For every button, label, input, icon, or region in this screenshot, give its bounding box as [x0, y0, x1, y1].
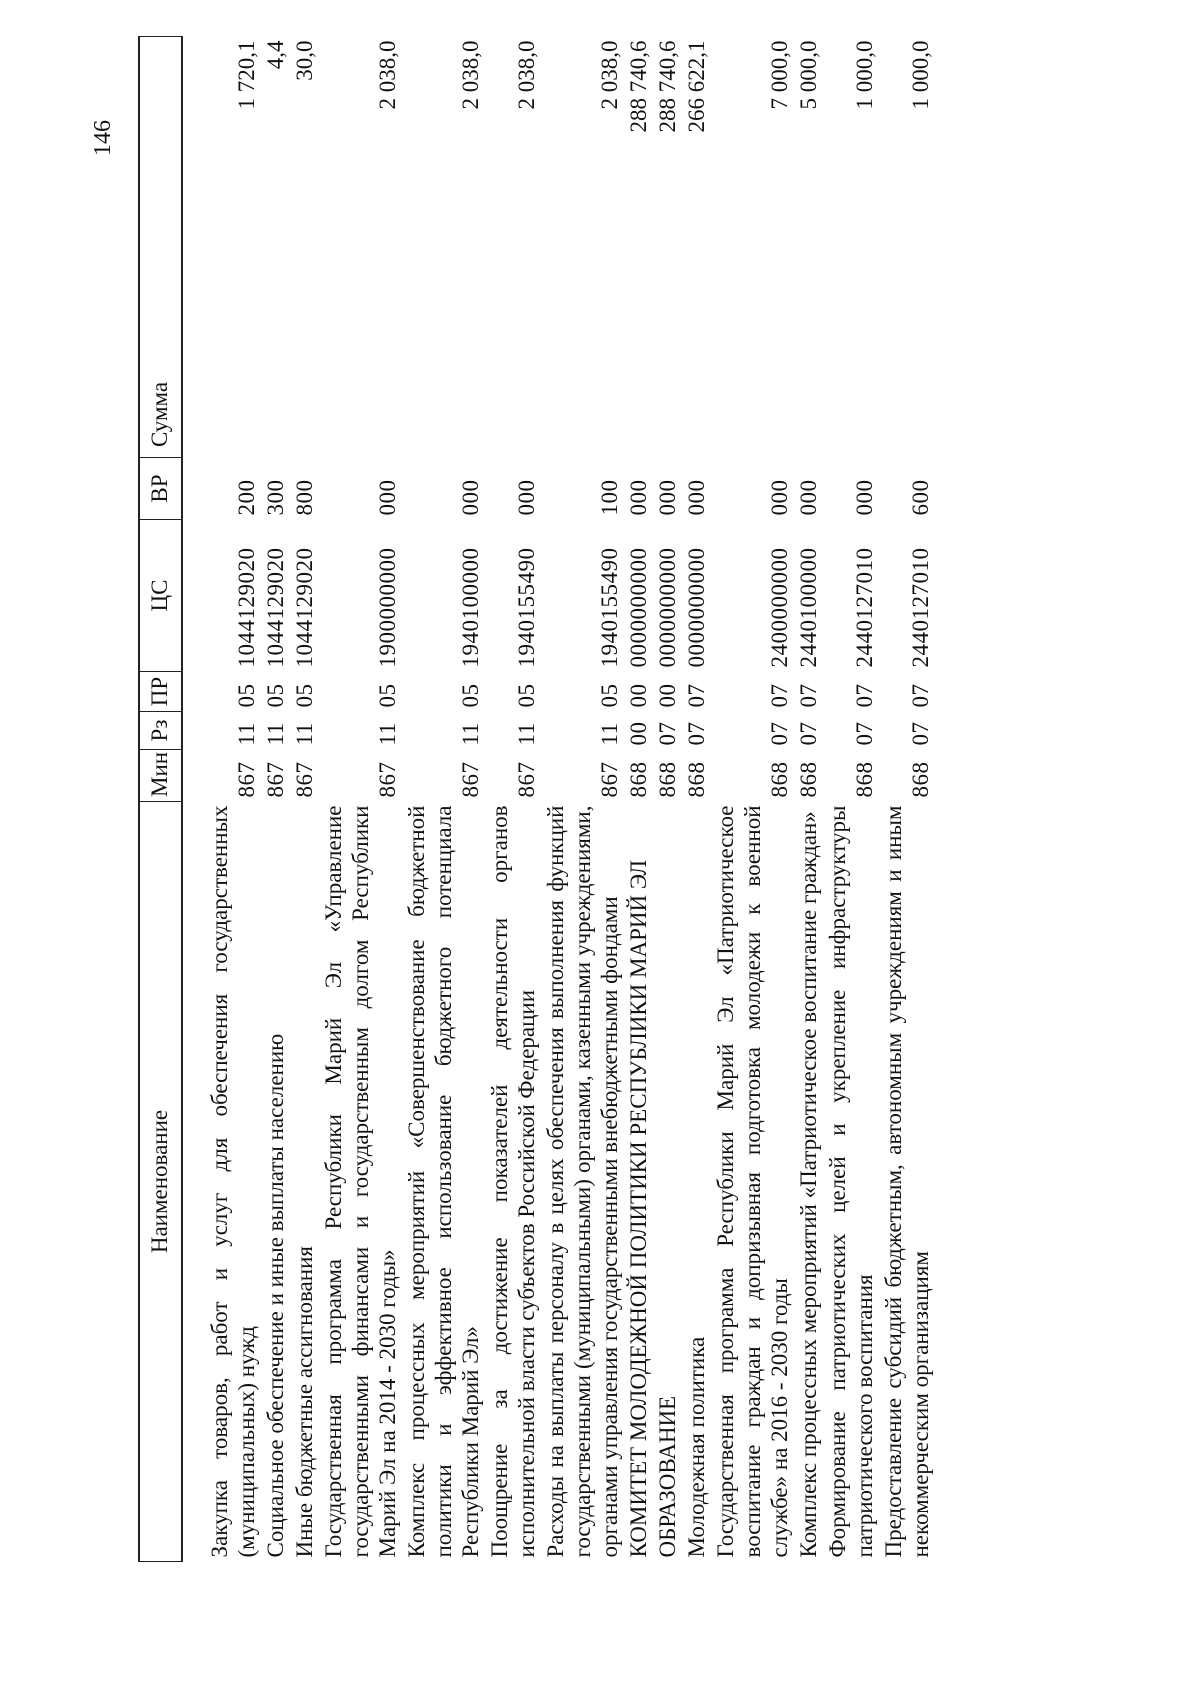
row-rz: 11 — [458, 722, 483, 746]
row-vr: 100 — [597, 479, 622, 516]
row-name: КОМИТЕТ МОЛОДЕЖНОЙ ПОЛИТИКИ РЕСПУБЛИКИ МАРИЙ ЭЛ — [626, 859, 651, 1558]
header-pr: ПР — [139, 672, 182, 712]
row-name: ОБРАЗОВАНИЕ — [655, 1395, 680, 1558]
table-row — [682, 37, 711, 1562]
row-sum: 4,4 — [263, 40, 288, 70]
row-pr: 07 — [908, 683, 933, 708]
row-pr: 05 — [597, 683, 622, 708]
table-row — [485, 37, 541, 1562]
row-pr: 00 — [655, 683, 680, 708]
row-vr: 000 — [626, 479, 651, 516]
row-min: 868 — [852, 761, 877, 798]
row-name: Комплекс процессных мероприятий «Патриотическое воспитание граждан» — [796, 811, 821, 1558]
row-rz: 07 — [796, 721, 821, 746]
row-rz: 11 — [263, 722, 288, 746]
row-min: 867 — [263, 761, 288, 798]
table-row — [205, 37, 261, 1562]
row-vr: 800 — [292, 479, 317, 516]
row-cs: 1900000000 — [375, 547, 400, 668]
row-pr: 05 — [234, 683, 259, 708]
row-sum: 1 000,0 — [852, 40, 877, 110]
header-rz: Рз — [139, 712, 182, 750]
row-cs: 1044129020 — [234, 547, 259, 668]
row-cs: 2400000000 — [767, 547, 792, 668]
table-body — [182, 37, 935, 1562]
table-row — [624, 37, 653, 1562]
table-row — [823, 37, 879, 1562]
row-cs: 0000000000 — [684, 547, 709, 668]
row-sum: 2 038,0 — [597, 40, 622, 110]
row-pr: 07 — [684, 683, 709, 708]
header-min: Мин — [139, 750, 182, 802]
row-name: Комплекс процессных мероприятий «Совершенствование бюджетной политики и эффективное использование бюджетного потенциала Республики Марий Эл» — [404, 805, 483, 1558]
row-rz: 11 — [375, 722, 400, 746]
row-cs: 1044129020 — [292, 547, 317, 668]
row-vr: 300 — [263, 479, 288, 516]
row-sum: 266 622,1 — [684, 40, 709, 133]
table-row — [711, 37, 794, 1562]
row-vr: 000 — [655, 479, 680, 516]
row-min: 868 — [655, 761, 680, 798]
row-pr: 05 — [375, 683, 400, 708]
row-pr: 00 — [626, 683, 651, 708]
row-rz: 07 — [852, 721, 877, 746]
row-sum: 2 038,0 — [375, 40, 400, 110]
budget-table — [138, 36, 935, 1562]
row-sum: 5 000,0 — [796, 40, 821, 110]
header-cs: ЦС — [139, 520, 182, 672]
row-pr: 05 — [514, 683, 539, 708]
row-vr: 000 — [375, 479, 400, 516]
row-pr: 05 — [292, 683, 317, 708]
row-name: Закупка товаров, работ и услуг для обеспечения государственных (муниципальных) нужд — [207, 805, 259, 1558]
table-row — [319, 37, 402, 1562]
row-rz: 00 — [626, 721, 651, 746]
row-cs: 2440100000 — [796, 547, 821, 668]
row-name: Государственная программа Республики Марий Эл «Патриотическое воспитание граждан и допризывная подготовка молодежи к военной службе» на 2016 - 2030 годы — [713, 805, 792, 1558]
row-cs: 1940100000 — [458, 547, 483, 668]
row-cs: 1044129020 — [263, 547, 288, 668]
row-pr: 07 — [796, 683, 821, 708]
row-pr: 07 — [767, 683, 792, 708]
row-name: Социальное обеспечение и иные выплаты населению — [263, 1033, 288, 1558]
table-row — [541, 37, 624, 1562]
row-pr: 05 — [458, 683, 483, 708]
row-sum: 288 740,6 — [655, 40, 680, 133]
row-vr: 000 — [852, 479, 877, 516]
page-number: 146 — [90, 120, 116, 156]
row-sum: 7 000,0 — [767, 40, 792, 110]
row-min: 867 — [458, 761, 483, 798]
row-vr: 000 — [514, 479, 539, 516]
row-vr: 200 — [234, 479, 259, 516]
header-sum: Сумма — [139, 37, 182, 458]
row-vr: 000 — [684, 479, 709, 516]
row-name: Иные бюджетные ассигнования — [292, 1246, 317, 1558]
header-vr: ВР — [139, 458, 182, 520]
row-min: 868 — [767, 761, 792, 798]
row-min: 867 — [234, 761, 259, 798]
table-header — [139, 37, 182, 1562]
row-rz: 07 — [655, 721, 680, 746]
row-name: Предоставление субсидий бюджетным, автономным учреждениям и иным некоммерческим организациям — [881, 805, 933, 1558]
row-min: 867 — [597, 761, 622, 798]
row-name: Молодежная политика — [684, 1336, 709, 1558]
row-min: 867 — [375, 761, 400, 798]
row-rz: 11 — [597, 722, 622, 746]
row-sum: 2 038,0 — [514, 40, 539, 110]
row-rz: 07 — [767, 721, 792, 746]
row-pr: 07 — [852, 683, 877, 708]
row-vr: 000 — [458, 479, 483, 516]
row-name: Поощрение за достижение показателей деятельности органов исполнительной власти субъектов Российской Федерации — [487, 805, 539, 1558]
row-sum: 1 720,1 — [234, 40, 259, 110]
row-min: 868 — [626, 761, 651, 798]
row-pr: 05 — [263, 683, 288, 708]
row-min: 868 — [908, 761, 933, 798]
header-name: Наименование — [139, 802, 182, 1562]
row-rz: 11 — [514, 722, 539, 746]
table-row — [290, 37, 319, 1562]
row-vr: 600 — [908, 479, 933, 516]
row-cs: 2440127010 — [908, 547, 933, 668]
row-cs: 1940155490 — [514, 547, 539, 668]
table-row — [261, 37, 290, 1562]
row-cs: 0000000000 — [626, 547, 651, 668]
row-min: 867 — [514, 761, 539, 798]
row-sum: 2 038,0 — [458, 40, 483, 110]
row-cs: 0000000000 — [655, 547, 680, 668]
row-rz: 07 — [908, 721, 933, 746]
table-row — [794, 37, 823, 1562]
table-row — [653, 37, 682, 1562]
row-sum: 30,0 — [292, 40, 317, 81]
row-name: Расходы на выплаты персоналу в целях обеспечения выполнения функций государственными (муниципальными) органами, казенными учреждениями, органами управления государственными внебюджетными фондами — [543, 805, 622, 1558]
table-row — [879, 37, 935, 1562]
row-sum: 1 000,0 — [908, 40, 933, 110]
row-min: 868 — [684, 761, 709, 798]
row-rz: 11 — [292, 722, 317, 746]
row-min: 867 — [292, 761, 317, 798]
row-min: 868 — [796, 761, 821, 798]
table-row — [402, 37, 485, 1562]
row-rz: 11 — [234, 722, 259, 746]
row-name: Государственная программа Республики Марий Эл «Управление государственными финансами и государственным долгом Республики Марий Эл на 2014 - 2030 годы» — [321, 805, 400, 1558]
row-vr: 000 — [767, 479, 792, 516]
row-name: Формирование патриотических целей и укрепление инфраструктуры патриотического воспитания — [825, 805, 877, 1558]
row-cs: 1940155490 — [597, 547, 622, 668]
row-vr: 000 — [796, 479, 821, 516]
row-cs: 2440127010 — [852, 547, 877, 668]
row-sum: 288 740,6 — [626, 40, 651, 133]
row-rz: 07 — [684, 721, 709, 746]
